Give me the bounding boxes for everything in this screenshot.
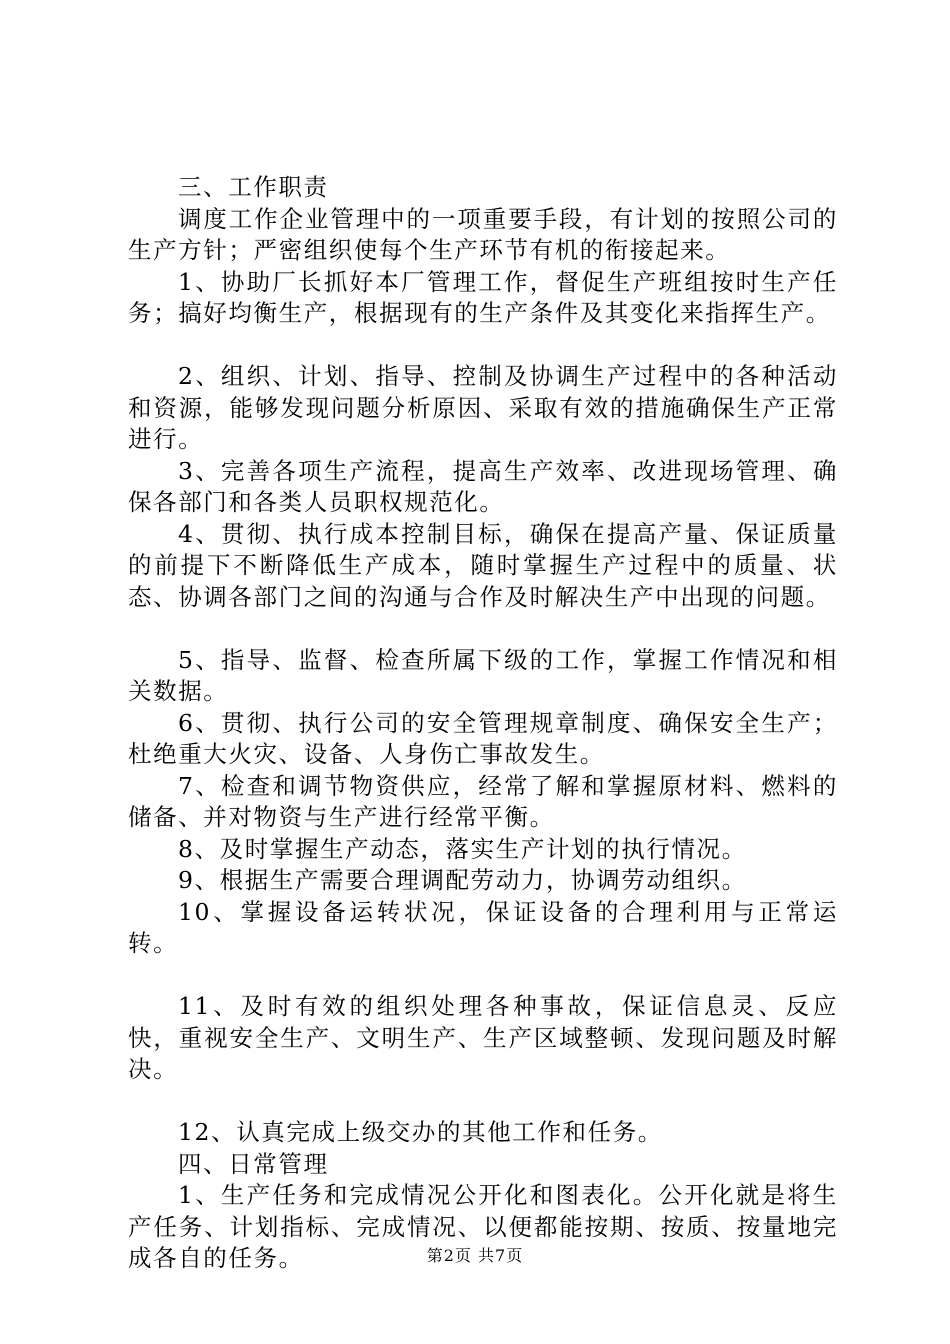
paragraph-item-12: 12、认真完成上级交办的其他工作和任务。 xyxy=(178,1118,663,1146)
paragraph-daily-item-1: 1、生产任务和完成情况公开化和图表化。公开化就是将生产任务、计划指标、完成情况、以便都能按期、按质、按量地完成各自的任务。 xyxy=(128,1181,838,1272)
section-heading-duties: 三、工作职责 xyxy=(178,173,329,201)
paragraph-item-11: 11、及时有效的组织处理各种事故，保证信息灵、反应快，重视安全生产、文明生产、生产区域整顿、发现问题及时解决。 xyxy=(128,992,838,1083)
paragraph-item-3: 3、完善各项生产流程，提高生产效率、改进现场管理、确保各部门和各类人员职权规范化。 xyxy=(128,456,838,516)
blank-line xyxy=(128,960,838,992)
paragraph-item-4: 4、贯彻、执行成本控制目标，确保在提高产量、保证质量的前提下不断降低生产成本，随时掌握生产过程中的质量、状态、协调各部门之间的沟通与合作及时解决生产中出现的问题。 xyxy=(128,519,838,611)
paragraph-item-9: 9、根据生产需要合理调配劳动力，协调劳动组织。 xyxy=(178,866,747,894)
paragraph-item-10: 10、掌握设备运转状况，保证设备的合理利用与正常运转。 xyxy=(128,897,838,957)
blank-line xyxy=(128,613,838,645)
blank-line xyxy=(128,1086,838,1118)
paragraph-intro: 调度工作企业管理中的一项重要手段，有计划的按照公司的生产方针；严密组织使每个生产环节有机的衔接起来。 xyxy=(128,204,838,264)
document-body xyxy=(128,172,838,1275)
paragraph-item-8: 8、及时掌握生产动态，落实生产计划的执行情况。 xyxy=(178,834,747,863)
paragraph-item-1: 1、协助厂长抓好本厂管理工作，督促生产班组按时生产任务；搞好均衡生产，根据现有的生产条件及其变化来指挥生产。 xyxy=(128,267,838,327)
paragraph-item-5: 5、指导、监督、检查所属下级的工作，掌握工作情况和相关数据。 xyxy=(128,645,838,705)
paragraph-item-7: 7、检查和调节物资供应，经常了解和掌握原材料、燃料的储备、并对物资与生产进行经常平衡。 xyxy=(128,771,838,831)
paragraph-item-6: 6、贯彻、执行公司的安全管理规章制度、确保安全生产；杜绝重大火灾、设备、人身伤亡事故发生。 xyxy=(128,708,838,768)
page-footer: 第2页 共7页 xyxy=(426,1246,524,1265)
paragraph-item-2: 2、组织、计划、指导、控制及协调生产过程中的各种活动和资源，能够发现问题分析原因、采取有效的措施确保生产正常进行。 xyxy=(128,362,838,453)
section-heading-daily-management: 四、日常管理 xyxy=(178,1149,329,1178)
blank-line xyxy=(128,330,838,362)
